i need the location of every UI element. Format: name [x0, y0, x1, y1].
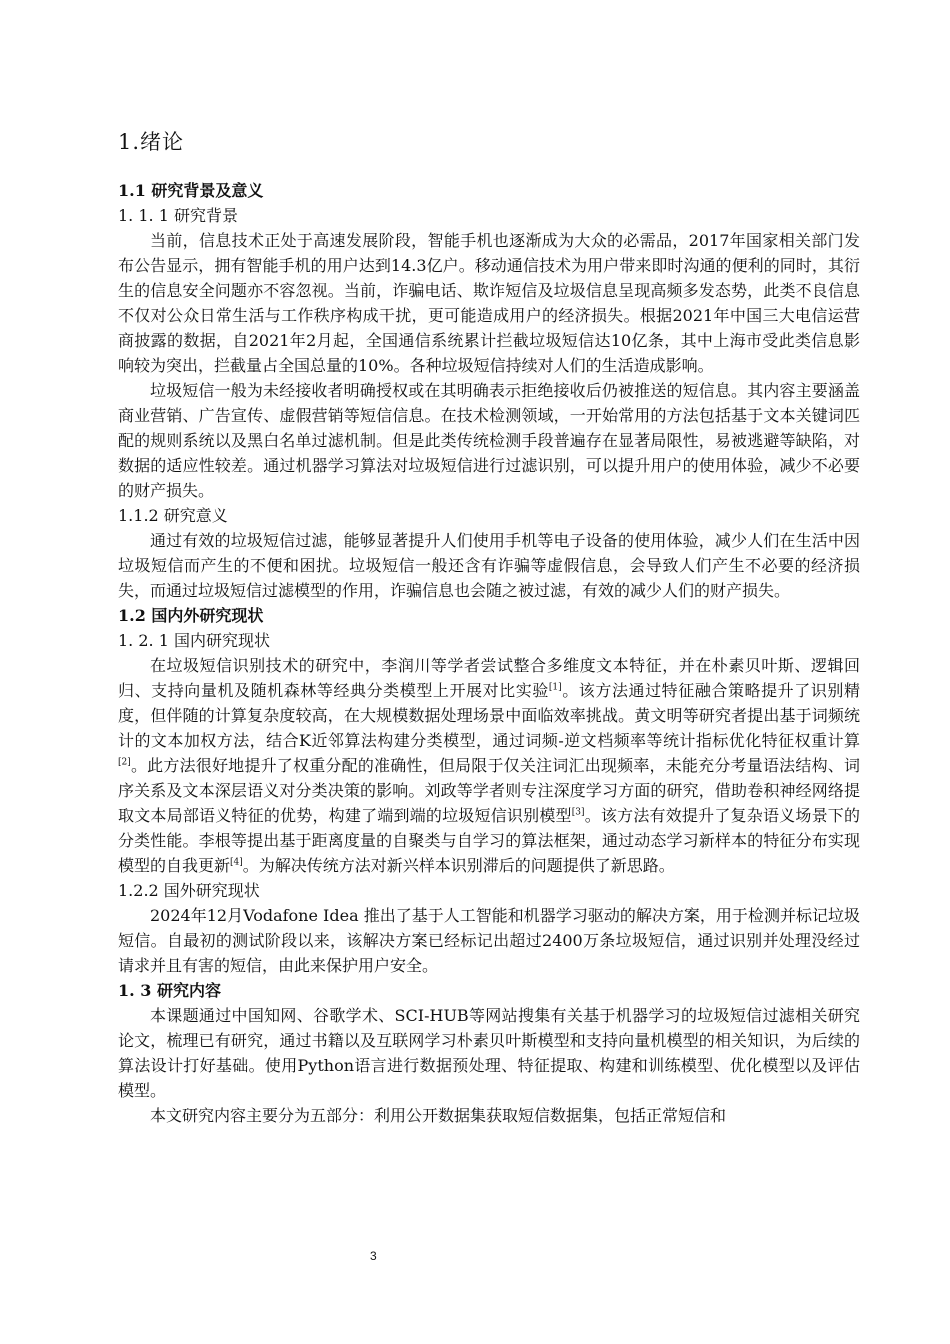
paragraph-research-content-1: 本课题通过中国知网、谷歌学术、SCI-HUB等网站搜集有关基于机器学习的垃圾短信过滤相关研究论文，梳理已有研究，通过书籍以及互联网学习朴素贝叶斯模型和支持向量机模型的相关知识，为后续的算法设计打好基础。使用Python语言进行数据预处理、特征提取、构建和训练模型、优化模型以及评估模型。 [118, 1006, 860, 1100]
page-number: 3 [370, 1249, 377, 1263]
subsection-heading-1-1-2: 1.1.2 研究意义 [118, 506, 228, 525]
section-heading-1-1: 1.1 研究背景及意义 [118, 181, 264, 200]
section-heading-1-3: 1. 3 研究内容 [118, 981, 221, 1000]
subsection-heading-1-1-1: 1. 1. 1 研究背景 [118, 206, 238, 225]
paragraph-text: 。该方法通过特征融合策略提升了识别精度，但伴随的计算复杂度较高，在大规模数据处理场景中面临效率挑战。黄文明等研究者提出基于词频统计的文本加权方法，结合K近邻算法构建分类模型，通过词频-逆文档频率等统计指标优化特征权重计算 [118, 681, 860, 750]
paragraph-text: 。此方法很好地提升了权重分配的准确性，但局限于仅关注词汇出现频率，未能充分考量语法结构、词序关系及文本深层语义对分类决策的影响。刘政等学者则专注深度学习方面的研究，借助卷积神经网络提取文本局部语义特征的优势，构建了端到端的垃圾短信识别模型 [118, 756, 860, 825]
paragraph-domestic-research [118, 653, 860, 878]
paragraph-significance: 通过有效的垃圾短信过滤，能够显著提升人们使用手机等电子设备的使用体验，减少人们在生活中因垃圾短信而产生的不便和困扰。垃圾短信一般还含有诈骗等虚假信息，会导致人们产生不必要的经济损失，而通过垃圾短信过滤模型的作用，诈骗信息也会随之被过滤，有效的减少人们的财产损失。 [118, 531, 860, 600]
paragraph-foreign-research: 2024年12月Vodafone Idea 推出了基于人工智能和机器学习驱动的解决方案，用于检测并标记垃圾短信。自最初的测试阶段以来，该解决方案已经标记出超过2400万条垃圾短信，通过识别并处理没经过请求并且有害的短信，由此来保护用户安全。 [118, 906, 860, 975]
citation-ref-1: [1] [548, 682, 562, 693]
subsection-heading-1-2-1: 1. 2. 1 国内研究现状 [118, 631, 270, 650]
paragraph-background-1: 当前，信息技术正处于高速发展阶段，智能手机也逐渐成为大众的必需品，2017年国家相关部门发布公告显示，拥有智能手机的用户达到14.3亿户。移动通信技术为用户带来即时沟通的便利的同时，其衍生的信息安全问题亦不容忽视。当前，诈骗电话、欺诈短信及垃圾信息呈现高频多发态势，此类不良信息不仅对公众日常生活与工作秩序构成干扰，更可能造成用户的经济损失。根据2021年中国三大电信运营商披露的数据，自2021年2月起，全国通信系统累计拦截垃圾短信达10亿条，其中上海市受此类信息影响较为突出，拦截量占全国总量的10%。各种垃圾短信持续对人们的生活造成影响。 [118, 231, 860, 375]
paragraph-text: 在垃圾短信识别技术的研究中，李润川等学者尝试整合多维度文本特征，并在朴素贝叶斯、逻辑回归、支持向量机及随机森林等经典分类模型上开展对比实验 [118, 656, 860, 700]
citation-ref-4: [4] [230, 857, 243, 868]
paragraph-text: 。为解决传统方法对新兴样本识别滞后的问题提供了新思路。 [242, 856, 675, 875]
paragraph-text: 。该方法有效提升了复杂语义场景下的分类性能。李根等提出基于距离度量的自聚类与自学习的算法框架，通过动态学习新样本的特征分布实现模型的自我更新 [118, 806, 860, 875]
paragraph-research-content-2: 本文研究内容主要分为五部分：利用公开数据集获取短信数据集，包括正常短信和 [150, 1106, 727, 1125]
paragraph-background-2: 垃圾短信一般为未经接收者明确授权或在其明确表示拒绝接收后仍被推送的短信息。其内容主要涵盖商业营销、广告宣传、虚假营销等短信信息。在技术检测领域，一开始常用的方法包括基于文本关键词匹配的规则系统以及黑白名单过滤机制。但是此类传统检测手段普遍存在显著局限性，易被逃避等缺陷，对数据的适应性较差。通过机器学习算法对垃圾短信进行过滤识别，可以提升用户的使用体验，减少不必要的财产损失。 [118, 381, 860, 500]
chapter-title: 1.绪论 [118, 130, 185, 154]
subsection-heading-1-2-2: 1.2.2 国外研究现状 [118, 881, 260, 900]
body-content [118, 178, 860, 1128]
citation-ref-3: [3] [571, 807, 585, 818]
section-heading-1-2: 1.2 国内外研究现状 [118, 606, 264, 625]
citation-ref-2: [2] [118, 757, 131, 768]
